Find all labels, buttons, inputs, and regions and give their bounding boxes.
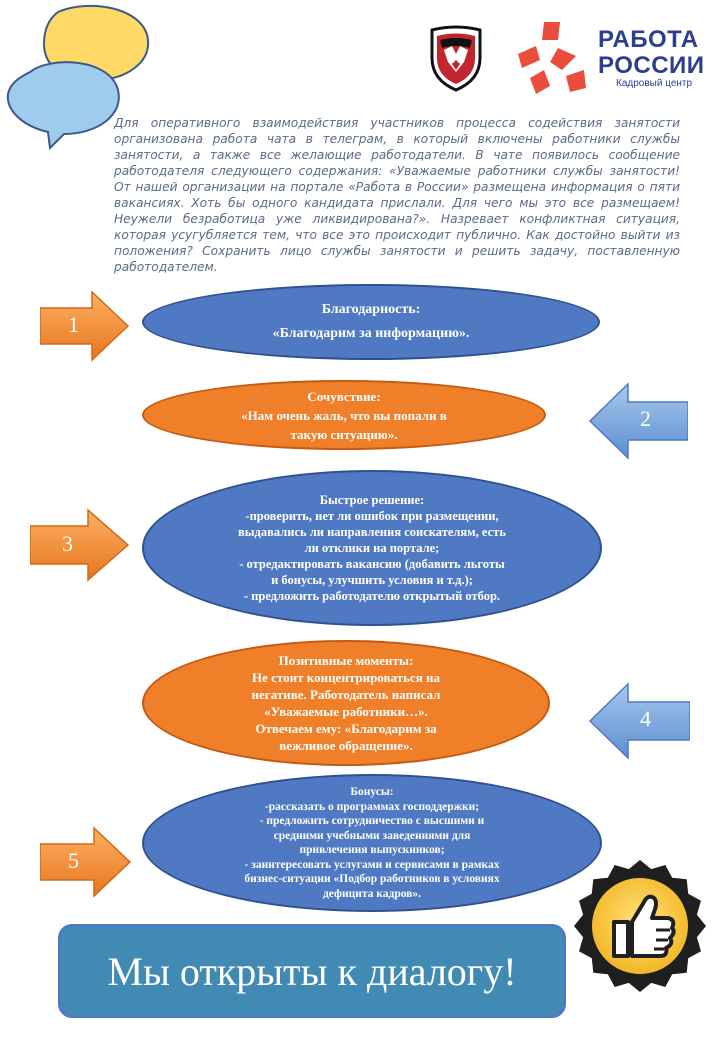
step-4-text: Не стоит концентрироваться на <box>252 670 440 685</box>
step-1-text: «Благодарим за информацию». <box>272 326 470 341</box>
step-1-heading: Благодарность: <box>321 302 421 317</box>
udmurt-emblem-icon <box>428 24 484 92</box>
intro-text: Для оперативного взаимодействия участников процесса содействия занятости организована работа чата в телеграм, в который включены работники службы занятости, а также все желающие работодатели. В чате появилось сообщение работодателя следующего содержания: «Уважаемые работники службы занятости! От нашей организации на портале «Работа в России» размещена информация о пяти вакансиях. Хоть бы одного кандидата прислали. Для чего мы это все размещаем! Неужели безработица уже ликвидирована?». Назревает конфликтная ситуация, которая усугубляется тем, что все это происходит публично. Как достойно выйти из положения? Сохранить лицо службы занятости и решить задачу, поставленную работодателем. <box>114 116 680 274</box>
arrow-right-icon <box>30 508 130 582</box>
step-2-ellipse <box>142 380 546 450</box>
step-4-ellipse <box>142 640 550 766</box>
step-4-text: негативе. Работодатель написал <box>251 687 441 702</box>
step-3-text: и бонусы, улучшить условия и т.д.); <box>271 573 473 587</box>
step-2-text: «Нам очень жаль, что вы попали в <box>241 407 447 423</box>
step-4-text: «Уважаемые работники…». <box>264 704 428 719</box>
step-number: 2 <box>640 406 651 431</box>
step-5-text: - заинтересовать услугами и сервисами в рамках <box>244 858 500 871</box>
step-5-text: - предложить сотрудничество с высшими и <box>259 815 485 827</box>
thumbs-up-badge-icon <box>570 856 710 996</box>
arrow-step-4 <box>588 682 690 760</box>
arrow-right-icon <box>40 826 132 898</box>
step-4-text: Отвечаем ему: «Благодарим за <box>255 721 437 736</box>
dialog-banner: Мы открыты к диалогу! <box>58 924 566 1018</box>
step-3-text: - отредактировать вакансию (добавить льготы <box>239 557 505 571</box>
step-2-heading: Сочувствие: <box>307 388 381 404</box>
step-5-heading: Бонусы: <box>350 786 394 798</box>
step-3-text: ли отклики на портале; <box>304 541 440 555</box>
step-3-ellipse <box>142 470 602 626</box>
arrow-step-3 <box>30 508 130 582</box>
step-5-text: привлечения выпускников; <box>299 844 445 856</box>
step-2-text: такую ситуацию». <box>290 426 398 442</box>
arrow-step-5 <box>40 826 132 898</box>
step-5-text: бизнес-ситуации «Подбор работников в условиях <box>244 873 500 885</box>
step-number: 3 <box>62 531 73 556</box>
step-3-text: - предложить работодателю открытый отбор. <box>243 589 501 603</box>
step-number: 4 <box>640 706 651 731</box>
step-5-ellipse <box>142 774 602 912</box>
step-5-text: -рассказать о программах господдержки; <box>264 800 480 813</box>
rabota-rossii-logo <box>514 18 714 98</box>
arrow-left-icon <box>588 682 690 760</box>
arrow-left-icon <box>588 382 688 460</box>
step-1-ellipse <box>142 284 600 360</box>
step-5-text: дефицита кадров». <box>322 887 422 900</box>
step-4-heading: Позитивные моменты: <box>278 653 414 668</box>
arrow-step-2 <box>588 382 688 460</box>
arrow-step-1 <box>40 290 130 362</box>
logo-subtitle: Кадровый центр <box>616 78 693 89</box>
step-number: 5 <box>68 848 79 873</box>
step-3-heading: Быстрое решение: <box>319 493 425 507</box>
step-4-text: вежливое обращение». <box>279 738 413 753</box>
rabota-rossii-logo-icon <box>514 18 594 98</box>
step-number: 1 <box>68 312 79 337</box>
step-5-text: средними учебными заведениями для <box>273 829 471 842</box>
arrow-right-icon <box>40 290 130 362</box>
step-3-text: выдавались ли направления соискателям, есть <box>238 525 506 539</box>
step-3-text: -проверить, нет ли ошибок при размещении, <box>245 509 499 523</box>
logo-title-line2: РОССИИ <box>598 52 705 79</box>
logo-title-line1: РАБОТА <box>598 26 699 53</box>
